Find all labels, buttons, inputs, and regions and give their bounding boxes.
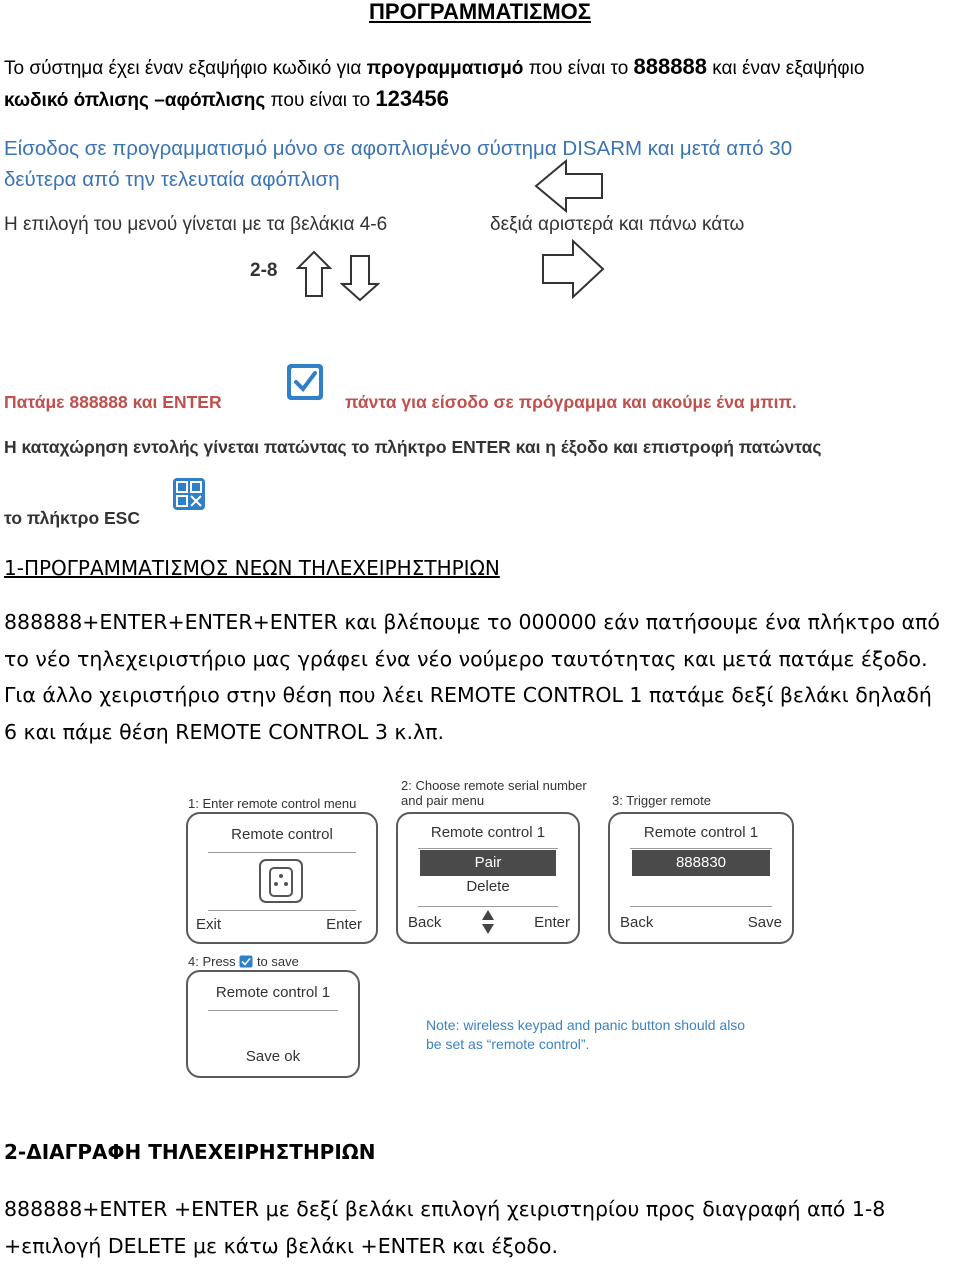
- section2-line: +επιλογή DELETE με κάτω βελάκι +ENTER και έξοδο.: [4, 1234, 558, 1258]
- section1-line: το νέο τηλεχειριστήριο μας γράφει ένα νέο νούμερο ταυτότητας και μετά πατάμε έξοδο.: [4, 647, 928, 671]
- step3-caption: 3: Trigger remote: [612, 793, 711, 808]
- divider: [630, 906, 772, 907]
- step1-caption: 1: Enter remote control menu: [188, 796, 357, 811]
- screen-title: Remote control 1: [643, 824, 759, 841]
- enter-softkey[interactable]: Enter: [326, 916, 362, 933]
- intro-line-1: [4, 52, 864, 84]
- intro-line-2: [4, 84, 449, 116]
- intro-emph: προγραμματισμό: [366, 58, 524, 79]
- delete-option[interactable]: Delete: [466, 878, 510, 895]
- enter-softkey[interactable]: Enter: [534, 914, 570, 931]
- intro-text: που είναι το: [265, 90, 376, 111]
- screen-title: Remote control: [231, 826, 333, 843]
- section1-heading: 1-ΠΡΟΓΡΑΜΜΑΤΙΣΜΟΣ ΝΕΩΝ ΤΗΛΕΧΕΙΡΗΣΤΗΡΙΩΝ: [4, 556, 500, 580]
- screen-title: Remote control 1: [215, 984, 331, 1001]
- step4-screen: [186, 970, 360, 1078]
- commit-line-1: Η καταχώρηση εντολής γίνεται πατώντας το πλήκτρο ENTER και η έξοδο και επιστροφή πατώντας: [4, 437, 822, 457]
- section1-line: 6 και πάμε θέση REMOTE CONTROL 3 κ.λπ.: [4, 720, 445, 744]
- step2-screen: [396, 812, 580, 944]
- entry-line-2: δεύτερα από την τελευταία αφόπλιση: [4, 168, 340, 191]
- enter-line-left: Πατάμε 888888 και ENTER: [4, 392, 222, 412]
- section2-line: 888888+ENTER +ENTER με δεξί βελάκι επιλογή χειριστηρίου προς διαγραφή από 1-8: [4, 1197, 886, 1221]
- caption-text: 4: Press: [188, 954, 236, 969]
- intro-text: Το σύστημα έχει έναν εξαψήφιο κωδικό για: [4, 58, 367, 79]
- screen-title: Remote control 1: [430, 824, 546, 841]
- divider: [418, 848, 558, 849]
- page-title: ΠΡΟΓΡΑΜΜΑΤΙΣΜΟΣ: [369, 0, 591, 24]
- commit-line-2: το πλήκτρο ESC: [4, 508, 140, 528]
- step4-caption: [188, 954, 299, 969]
- save-status: Save ok: [245, 1048, 301, 1065]
- enter-line-right: πάντα για είσοδο σε πρόγραμμα και ακούμε ένα μπιπ.: [345, 392, 797, 412]
- programming-code: 888888: [633, 54, 707, 79]
- step2-caption: 2: Choose remote serial number: [401, 778, 587, 793]
- arm-code: 123456: [375, 86, 449, 111]
- intro-text: και έναν εξαψήφιο: [706, 58, 865, 79]
- intro-text: που είναι το: [523, 58, 634, 79]
- divider: [208, 910, 356, 911]
- divider: [208, 1010, 338, 1011]
- caption-text: to save: [256, 954, 299, 969]
- step3-screen: [608, 812, 794, 944]
- back-softkey[interactable]: Back: [408, 914, 442, 931]
- back-softkey[interactable]: Back: [620, 914, 654, 931]
- up-down-icon: [482, 910, 494, 934]
- remote-control-icon: [256, 856, 306, 906]
- menu-line-right: δεξιά αριστερά και πάνω κάτω: [490, 214, 745, 235]
- intro-emph: κωδικό όπλισης –αφόπλισης: [4, 90, 266, 111]
- arrow-down-icon: [340, 254, 380, 302]
- step1-screen: [186, 812, 378, 944]
- divider: [208, 852, 356, 853]
- updown-keys: 2-8: [250, 260, 278, 281]
- menu-line-left: Η επιλογή του μενού γίνεται με τα βελάκια 4-6: [4, 214, 388, 235]
- section1-line: Για άλλο χειριστήριο στην θέση που λέει REMOTE CONTROL 1 πατάμε δεξί βελάκι δηλαδή: [4, 683, 932, 707]
- arrow-up-icon: [296, 250, 332, 298]
- divider: [630, 848, 772, 849]
- pair-option-selected[interactable]: Pair: [420, 850, 556, 876]
- note-line-2: be set as “remote control”.: [426, 1036, 590, 1052]
- exit-softkey[interactable]: Exit: [196, 916, 222, 933]
- esc-key-icon: [171, 476, 207, 512]
- enter-key-icon: [285, 362, 325, 402]
- arrow-right-icon: [540, 238, 606, 300]
- remote-serial-number: 888830: [632, 850, 770, 876]
- entry-line-1: Είσοδος σε προγραμματισμό μόνο σε αφοπλισμένο σύστημα DISARM και μετά από 30: [4, 137, 793, 160]
- divider: [418, 906, 558, 907]
- save-softkey[interactable]: Save: [747, 914, 782, 931]
- note-line-1: Note: wireless keypad and panic button should also: [426, 1017, 746, 1033]
- enter-key-icon: [239, 955, 253, 968]
- section2-heading: 2-ΔΙΑΓΡΑΦΗ ΤΗΛΕΧΕΙΡΗΣΤΗΡΙΩΝ: [4, 1140, 376, 1164]
- step2-caption: and pair menu: [401, 793, 485, 808]
- section1-line: 888888+ENTER+ENTER+ENTER και βλέπουμε το 000000 εάν πατήσουμε ένα πλήκτρο από: [4, 610, 940, 634]
- arrow-left-icon: [533, 158, 605, 214]
